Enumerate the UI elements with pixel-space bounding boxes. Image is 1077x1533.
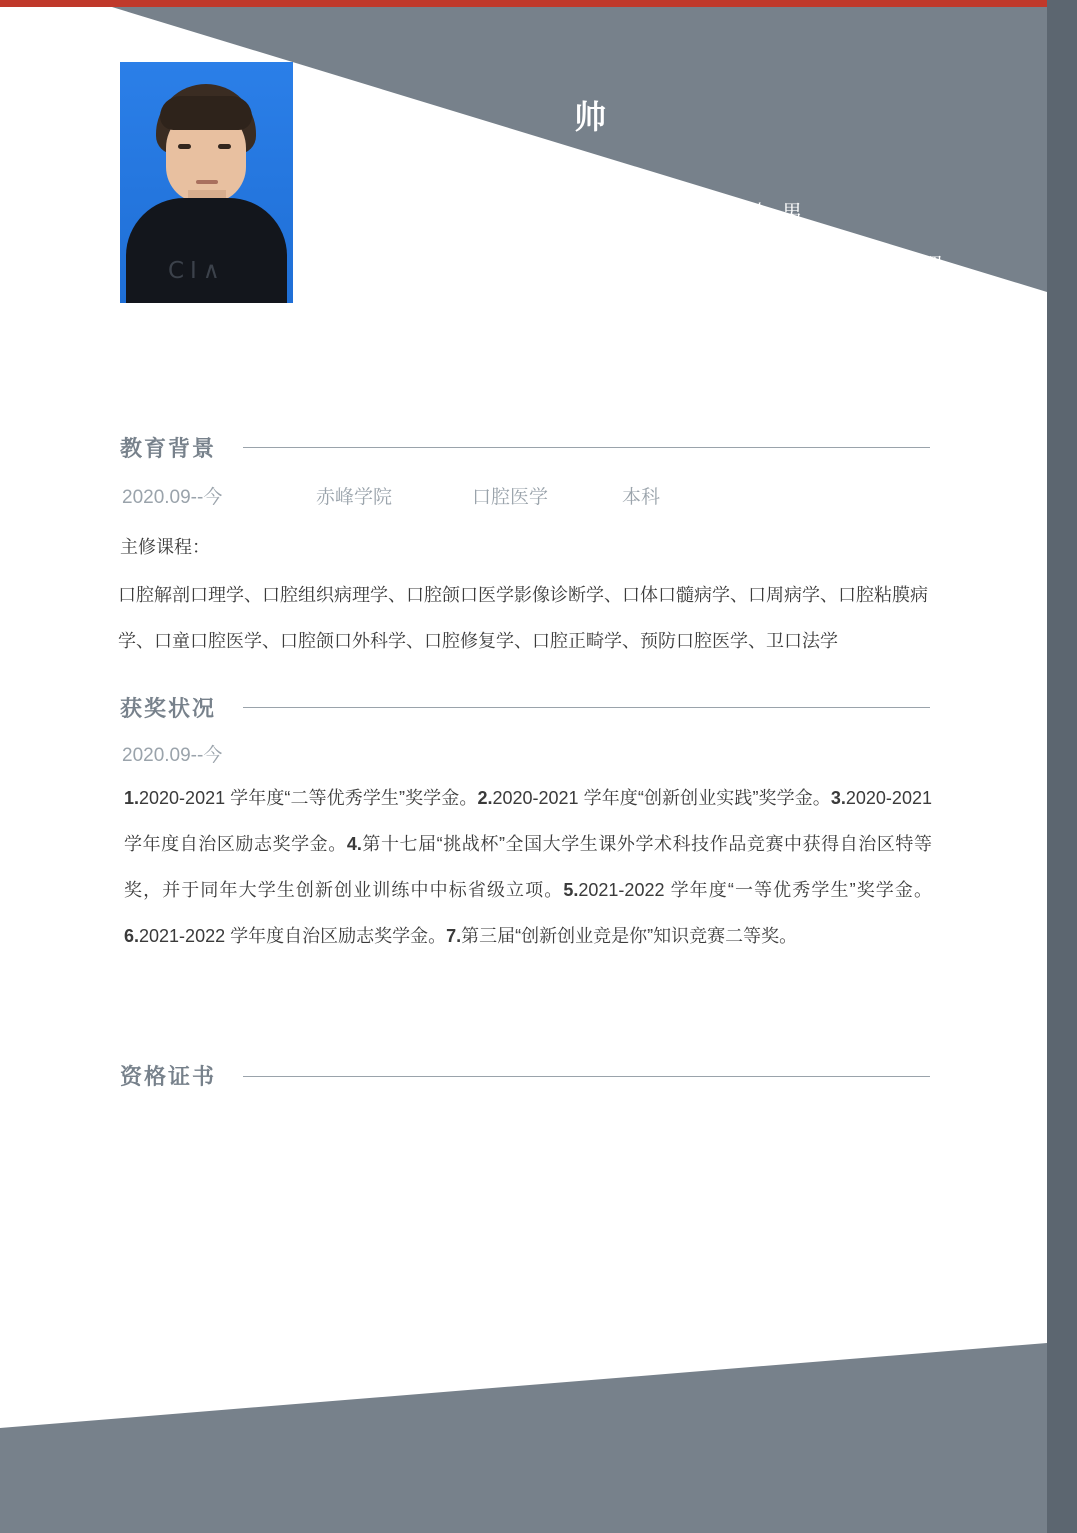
gender-field: 性别：男 xyxy=(722,202,802,224)
award-item-text: 2020-2021 学年度“创新创业实践”奖学金。 xyxy=(492,788,831,808)
photo-torso xyxy=(126,198,287,303)
email-field: 邮箱：429307038@qq.com xyxy=(330,362,576,384)
section-rule-awards xyxy=(243,707,930,708)
birthdate-field: 出生年月：2002 年 4 月 xyxy=(722,363,935,385)
photo-mouth xyxy=(196,180,218,184)
award-item-number: 4. xyxy=(346,834,362,854)
award-item-number: 1. xyxy=(124,788,140,808)
award-item-number: 5. xyxy=(563,880,579,900)
award-item-text: 2020-2021 学年度“二等优秀学生”奖学金。 xyxy=(139,788,478,808)
education-courses-text: 口腔解剖口理学、口腔组织病理学、口腔颌口医学影像诊断学、口体口髓病学、口周病学、口腔粘膜病学、口童口腔医学、口腔颌口外科学、口腔修复学、口腔正畸学、预防口腔医学、卫口法学 xyxy=(118,585,928,651)
section-rule-certificates xyxy=(243,1076,930,1077)
photo-shirt-logo: CI∧ xyxy=(168,258,226,284)
education-school: 赤峰学院 xyxy=(316,487,393,508)
section-title-certificates: 资格证书 xyxy=(120,1064,217,1089)
phone-field: 手机：18504860542 xyxy=(352,174,535,196)
profile-photo xyxy=(120,62,293,303)
award-item-number: 6. xyxy=(124,926,140,946)
school-field: 就读院校：赤峰学院 xyxy=(722,309,902,331)
award-item-text: 2021-2022 学年度自治区励志奖学金。 xyxy=(139,926,447,946)
award-item-number: 3. xyxy=(830,788,846,808)
section-title-education: 教育背景 xyxy=(120,436,217,461)
education-date: 2020.09--今 xyxy=(122,487,223,508)
photo-eye-left xyxy=(178,144,191,149)
section-rule-education xyxy=(243,447,930,448)
award-item-text: 第三届“创新创业竞是你”知识竞赛二等奖。 xyxy=(461,926,798,946)
award-item-text: 第十七届“挑战杯”全国大学生课外学术科技作品竞赛中获得自治区特等奖，并于同年大学生创新创业训练中中标省级立项。 xyxy=(124,834,932,900)
photo-fringe xyxy=(160,96,252,130)
education-courses-label: 主修课程： xyxy=(120,537,210,557)
awards-date: 2020.09--今 xyxy=(122,745,223,766)
awards-list xyxy=(124,775,932,959)
award-item-number: 7. xyxy=(446,926,462,946)
education-major: 口腔医学 xyxy=(472,487,549,508)
political-status-field: 政治面貌：共青团员 xyxy=(376,307,556,329)
section-title-awards: 获奖状况 xyxy=(120,696,217,721)
applicant-name: 梁 帅 xyxy=(352,99,649,135)
photo-eye-right xyxy=(218,144,231,149)
target-position-field: 求职岗位：口腔医生助理 xyxy=(722,255,942,277)
top-accent-strip xyxy=(0,0,1077,7)
award-item-text: 2021-2022 学年度“一等优秀学生”奖学金。 xyxy=(578,880,933,900)
award-item-text: 2020-2021 学年度自治区励志奖学金。 xyxy=(124,788,932,854)
award-item-number: 2. xyxy=(477,788,493,808)
education-degree: 本科 xyxy=(622,487,661,508)
right-side-band xyxy=(1047,0,1077,1533)
